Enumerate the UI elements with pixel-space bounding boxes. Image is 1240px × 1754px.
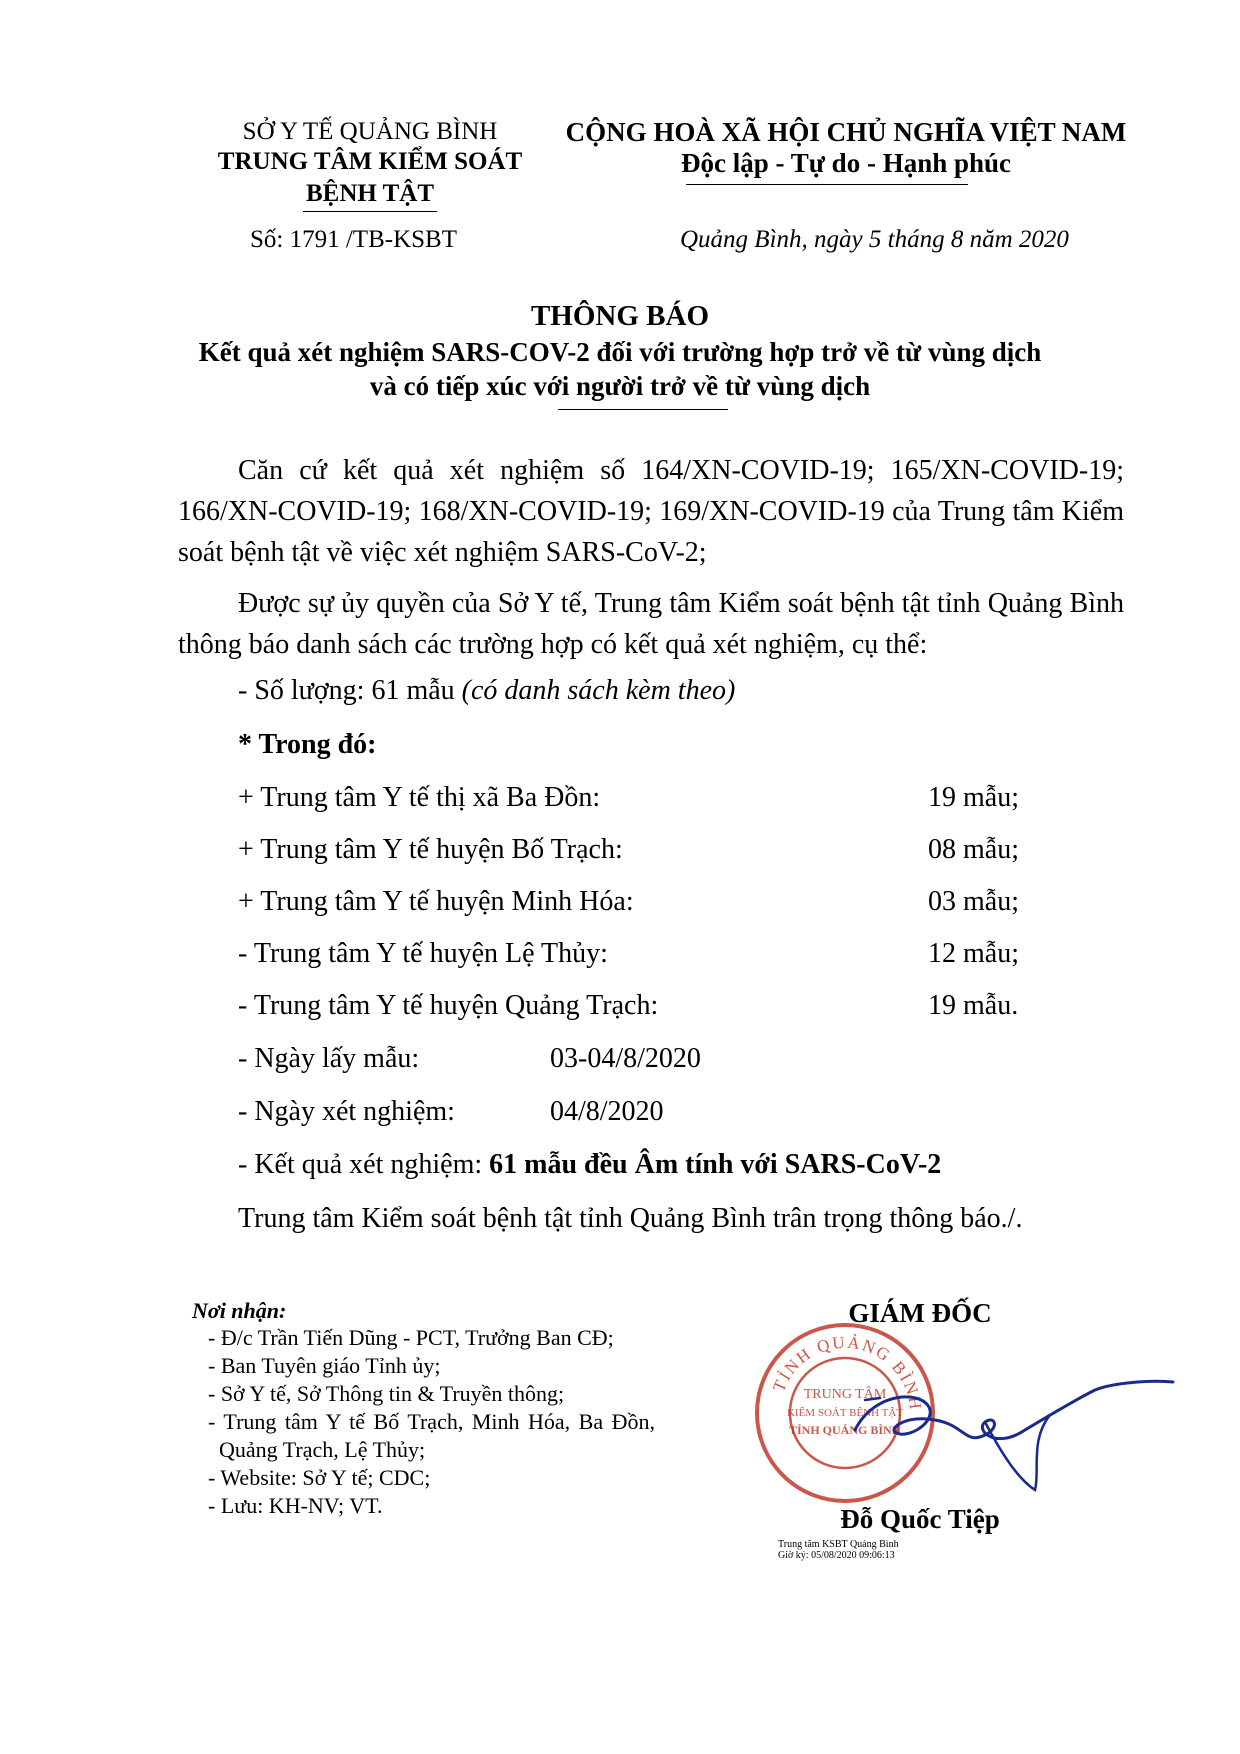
quantity-note: (có danh sách kèm theo) [461,675,736,706]
handwritten-signature-icon [835,1370,1175,1500]
breakdown-label: - Trung tâm Y tế huyện Quảng Trạch: [238,990,659,1021]
breakdown-label: + Trung tâm Y tế thị xã Ba Đồn: [238,782,601,813]
recipient-item: Quảng Trạch, Lệ Thủy; [208,1437,426,1462]
national-motto: Độc lập - Tự do - Hạnh phúc [680,148,1012,178]
doc-subtitle-line2: và có tiếp xúc với người trở về từ vùng dịch [369,371,871,401]
quantity-line [238,675,735,707]
breakdown-label: + Trung tâm Y tế huyện Minh Hóa: [238,886,634,917]
recipient-item: - Sở Y tế, Sở Thông tin & Truyền thông; [208,1381,565,1406]
test-date-label: - Ngày xét nghiệm: [238,1096,455,1127]
result-line [238,1149,941,1181]
test-date-value: 04/8/2020 [550,1096,664,1127]
title-underline [558,409,728,410]
result-label: - Kết quả xét nghiệm: [238,1149,490,1180]
breakdown-value: 19 mẫu; [928,782,1019,813]
closing-line: Trung tâm Kiểm soát bệnh tật tỉnh Quảng Bình trân trọng thông báo./. [238,1203,1023,1234]
quantity-label: - Số lượng: 61 mẫu [238,675,462,706]
org-name: TRUNG TÂM KIỂM SOÁT [217,148,523,175]
recipient-item: - Ban Tuyên giáo Tỉnh ủy; [208,1353,441,1378]
place-date: Quảng Bình, ngày 5 tháng 8 năm 2020 [680,226,1069,253]
sample-date-label: - Ngày lấy mẫu: [238,1043,420,1074]
paragraph-basis: Căn cứ kết quả xét nghiệm số 164/XN-COVID-19; 165/XN-COVID-19; 166/XN-COVID-19; 168/XN-COVID-19; 169/XN-COVID-19 của Trung tâm Kiểm soát bệnh tật về việc xét nghiệm SARS-CoV-2; [178,455,1124,568]
org-underline [303,211,437,212]
digital-signature-time: Giờ ký: 05/08/2020 09:06:13 [778,1550,895,1561]
recipient-item: - Website: Sở Y tế; CDC; [208,1465,431,1490]
org-parent: SỞ Y TẾ QUẢNG BÌNH [242,118,498,145]
breakdown-label: - Trung tâm Y tế huyện Lệ Thủy: [238,938,608,969]
motto-underline [686,184,968,185]
recipient-item: - Trung tâm Y tế Bố Trạch, Minh Hóa, Ba Đồn, [208,1409,655,1434]
stamp-ring-text: TỈNH QUẢNG BÌNH [769,1332,926,1413]
doc-title: THÔNG BÁO [530,300,710,332]
breakdown-value: 03 mẫu; [928,886,1019,917]
recipients-heading: Nơi nhận: [192,1298,287,1323]
paragraph-authorization: Được sự ủy quyền của Sở Y tế, Trung tâm Kiểm soát bệnh tật tỉnh Quảng Bình thông báo danh sách các trường hợp có kết quả xét nghiệm, cụ thể: [178,588,1124,660]
recipient-item: - Lưu: KH-NV; VT. [208,1493,383,1518]
breakdown-value: 12 mẫu; [928,938,1019,969]
stamp-line-3: TỈNH QUẢNG BÌNH [788,1423,902,1437]
national-title: CỘNG HOÀ XÃ HỘI CHỦ NGHĨA VIỆT NAM [565,117,1127,147]
signer-name: Đỗ Quốc Tiệp [840,1504,1000,1534]
stamp-line-1: TRUNG TÂM [803,1387,887,1402]
among-label: * Trong đó: [238,729,377,760]
breakdown-value: 08 mẫu; [928,834,1019,865]
recipient-item: - Đ/c Trần Tiến Dũng - PCT, Trưởng Ban CĐ; [208,1325,614,1350]
doc-number: Số: 1791 /TB-KSBT [250,226,457,253]
breakdown-value: 19 mẫu. [928,990,1019,1021]
breakdown-label: + Trung tâm Y tế huyện Bố Trạch: [238,834,623,865]
doc-subtitle-line1: Kết quả xét nghiệm SARS-COV-2 đối với trường hợp trở về từ vùng dịch [198,337,1042,367]
digital-signature-org: Trung tâm KSBT Quảng Bình [778,1539,899,1550]
result-value: 61 mẫu đều Âm tính với SARS-CoV-2 [489,1149,942,1180]
signer-position: GIÁM ĐỐC [848,1298,992,1328]
sample-date-value: 03-04/8/2020 [550,1043,701,1074]
org-name-line2: BỆNH TẬT [305,180,435,207]
stamp-line-2: KIỂM SOÁT BỆNH TẬT [786,1407,904,1419]
